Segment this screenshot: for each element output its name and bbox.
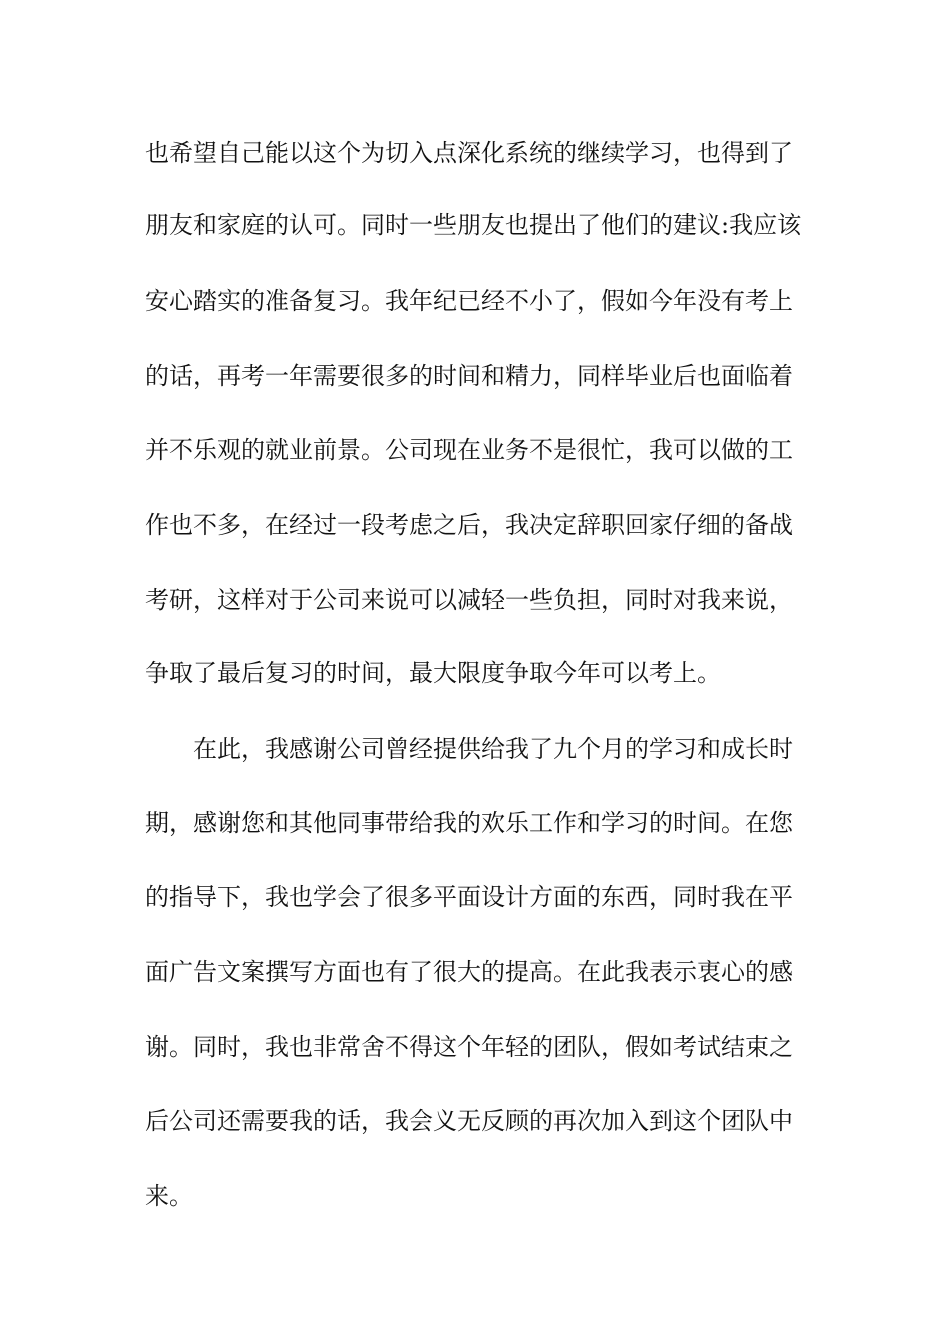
paragraph-2-line-2: 期，感谢您和其他同事带给我的欢乐工作和学习的时间。在您 [145,809,793,837]
paragraph-1-line-1: 也希望自己能以这个为切入点深化系统的继续学习，也得到了 [145,139,793,167]
paragraph-1-line-4: 的话，再考一年需要很多的时间和精力，同样毕业后也面临着 [145,362,793,390]
paragraph-1-line-5: 并不乐观的就业前景。公司现在业务不是很忙，我可以做的工 [145,436,793,464]
paragraph-2-line-3: 的指导下，我也学会了很多平面设计方面的东西，同时我在平 [145,883,793,911]
paragraph-2-line-4: 面广告文案撰写方面也有了很大的提高。在此我表示衷心的感 [145,958,793,986]
paragraph-1-line-8: 争取了最后复习的时间，最大限度争取今年可以考上。 [145,659,721,687]
paragraph-2-line-6: 后公司还需要我的话，我会义无反顾的再次加入到这个团队中 [145,1107,793,1135]
paragraph-1-line-6: 作也不多，在经过一段考虑之后，我决定辞职回家仔细的备战 [145,511,793,539]
paragraph-1-line-3: 安心踏实的准备复习。我年纪已经不小了，假如今年没有考上 [145,287,793,315]
paragraph-2-line-5: 谢。同时，我也非常舍不得这个年轻的团队，假如考试结束之 [145,1033,793,1061]
paragraph-1-line-7: 考研，这样对于公司来说可以减轻一些负担，同时对我来说， [145,586,793,614]
paragraph-1-line-2: 朋友和家庭的认可。同时一些朋友也提出了他们的建议:我应该 [145,211,802,239]
paragraph-2-line-1: 在此，我感谢公司曾经提供给我了九个月的学习和成长时 [193,735,793,763]
paragraph-2-line-7: 来。 [145,1182,193,1210]
